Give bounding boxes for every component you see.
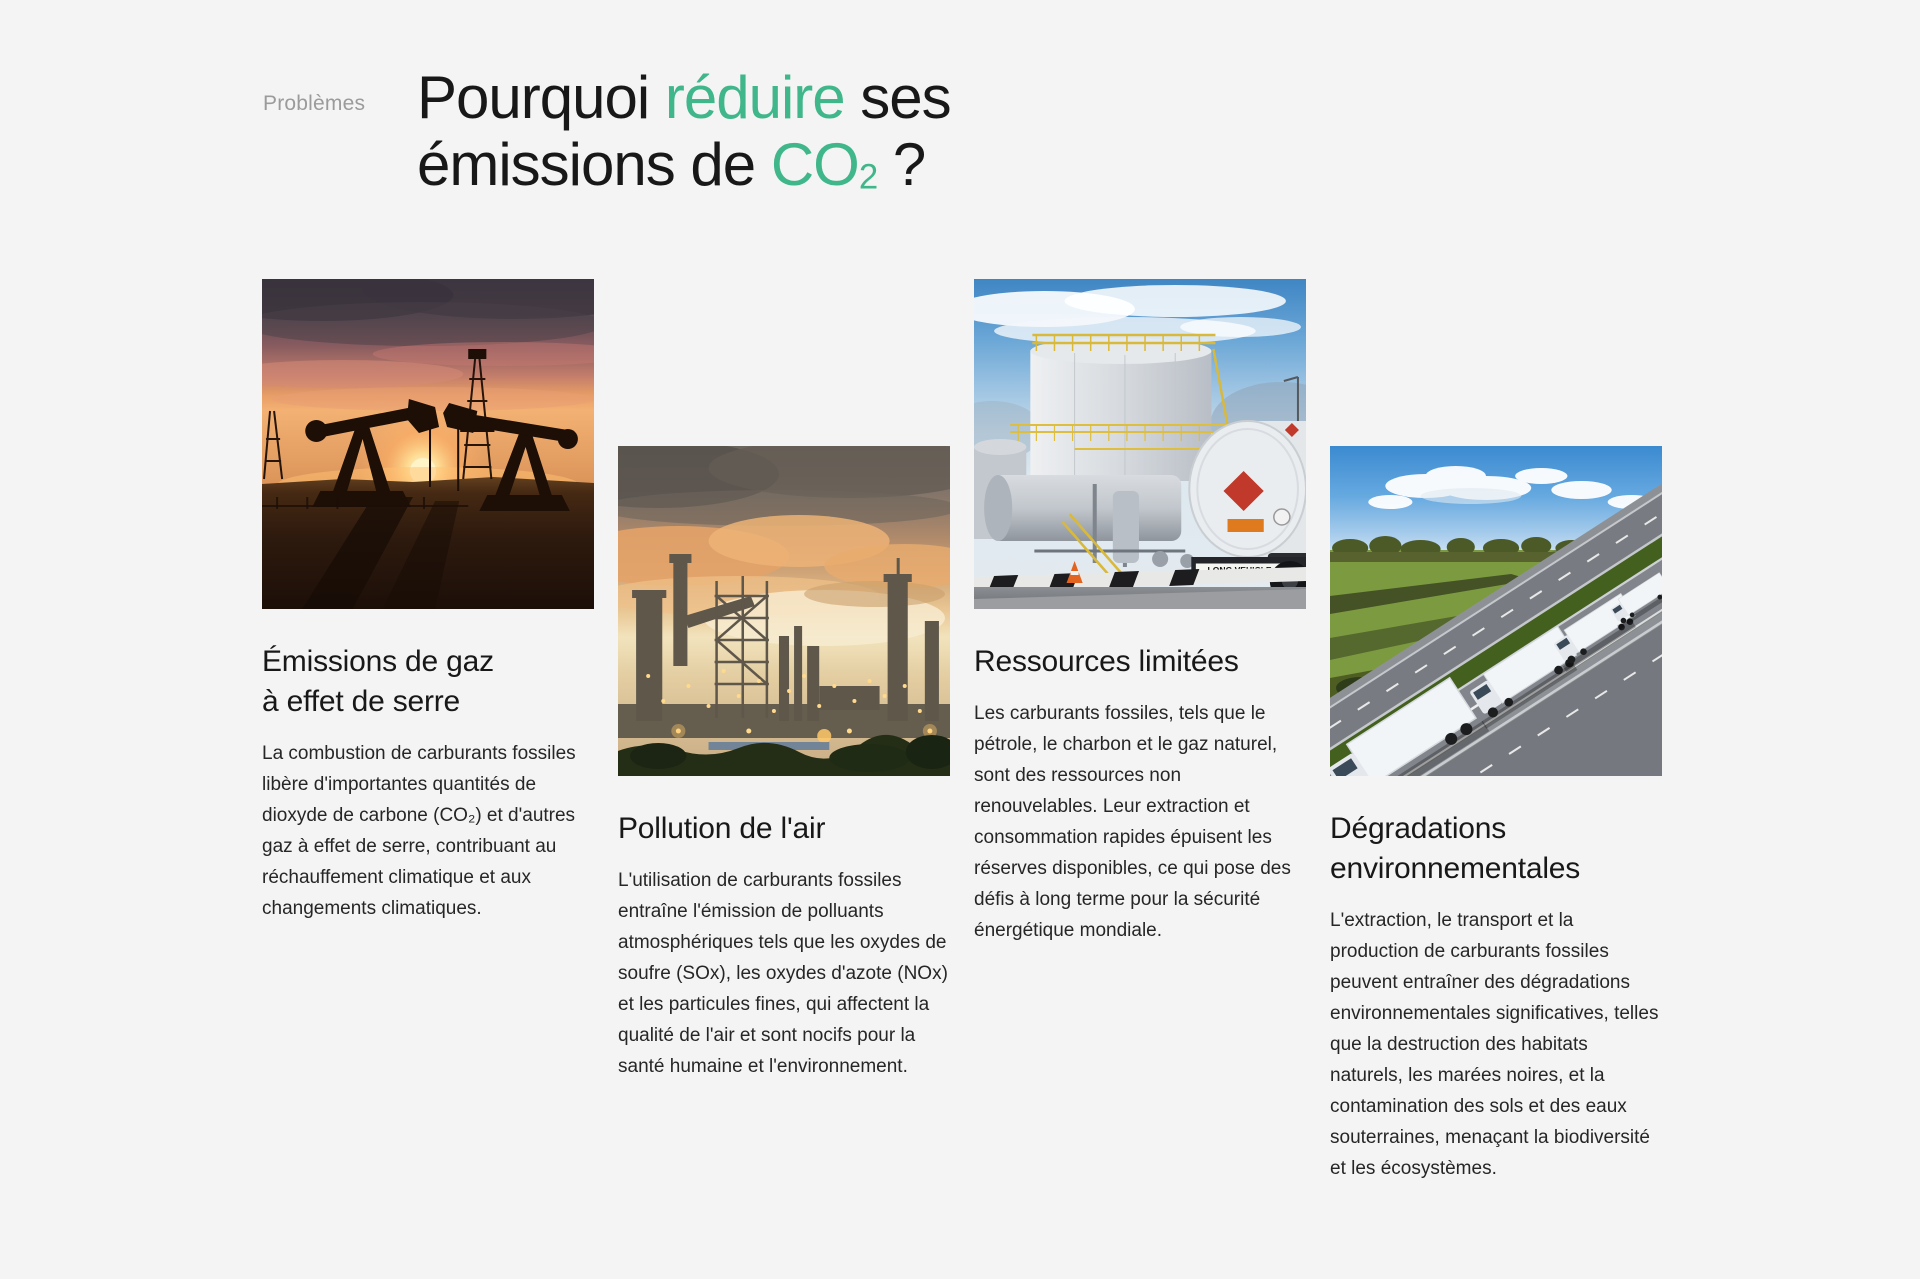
card-greenhouse-gases: [262, 279, 594, 924]
card-environmental-degradation: [1330, 446, 1662, 1184]
title-text: émissions de: [417, 131, 771, 198]
oil-pumpjacks-photo: [262, 279, 594, 609]
card-air-pollution: [618, 446, 950, 1082]
title-text: ses: [844, 64, 951, 131]
title-highlight-co2: CO2: [770, 131, 878, 198]
problems-grid: [262, 279, 1662, 1184]
refinery-photo: [618, 446, 950, 776]
card-body: L'utilisation de carburants fossiles entraîne l'émission de polluants atmosphériques tels que les oxydes de soufre (SOx), les oxydes d'azote (NOx) et les particules fines, qui affectent la qualité de l'air et sont nocifs pour la santé humaine et l'environnement.: [618, 870, 948, 1077]
co2-subscript: 2: [858, 157, 878, 197]
title-highlight-reduire: réduire: [664, 64, 845, 131]
fuel-tanks-photo: [974, 279, 1306, 609]
highway-trucks-photo: [1330, 446, 1662, 776]
card-body: La combustion de carburants fossiles libère d'importantes quantités de dioxyde de carbone (CO₂) et d'autres gaz à effet de serre, contribuant au réchauffement climatique et aux changements climatiques.: [262, 743, 576, 919]
title-text: ?: [877, 131, 926, 198]
section-title: [417, 64, 951, 210]
eyebrow-label: Problèmes: [263, 92, 366, 115]
card-title: Ressources limitées: [974, 645, 1239, 678]
card-title: Pollution de l'air: [618, 812, 826, 845]
title-text: Pourquoi: [417, 64, 665, 131]
card-limited-resources: [974, 279, 1306, 946]
card-title: Dégradations environnementales: [1330, 812, 1581, 885]
card-title: Émissions de gaz à effet de serre: [262, 645, 494, 718]
card-body: Les carburants fossiles, tels que le pétrole, le charbon et le gaz naturel, sont des ressources non renouvelables. Leur extraction et consommation rapides épuisent les réserves disponibles, ce qui pose des défis à long terme pour la sécurité énergétique mondiale.: [974, 703, 1291, 941]
card-body: L'extraction, le transport et la production de carburants fossiles peuvent entraîner des dégradations environnementales significatives, telles que la destruction des habitats naturels, les marées noires, et la contamination des sols et des eaux souterraines, menaçant la biodiversité et les écosystèmes.: [1330, 910, 1659, 1179]
